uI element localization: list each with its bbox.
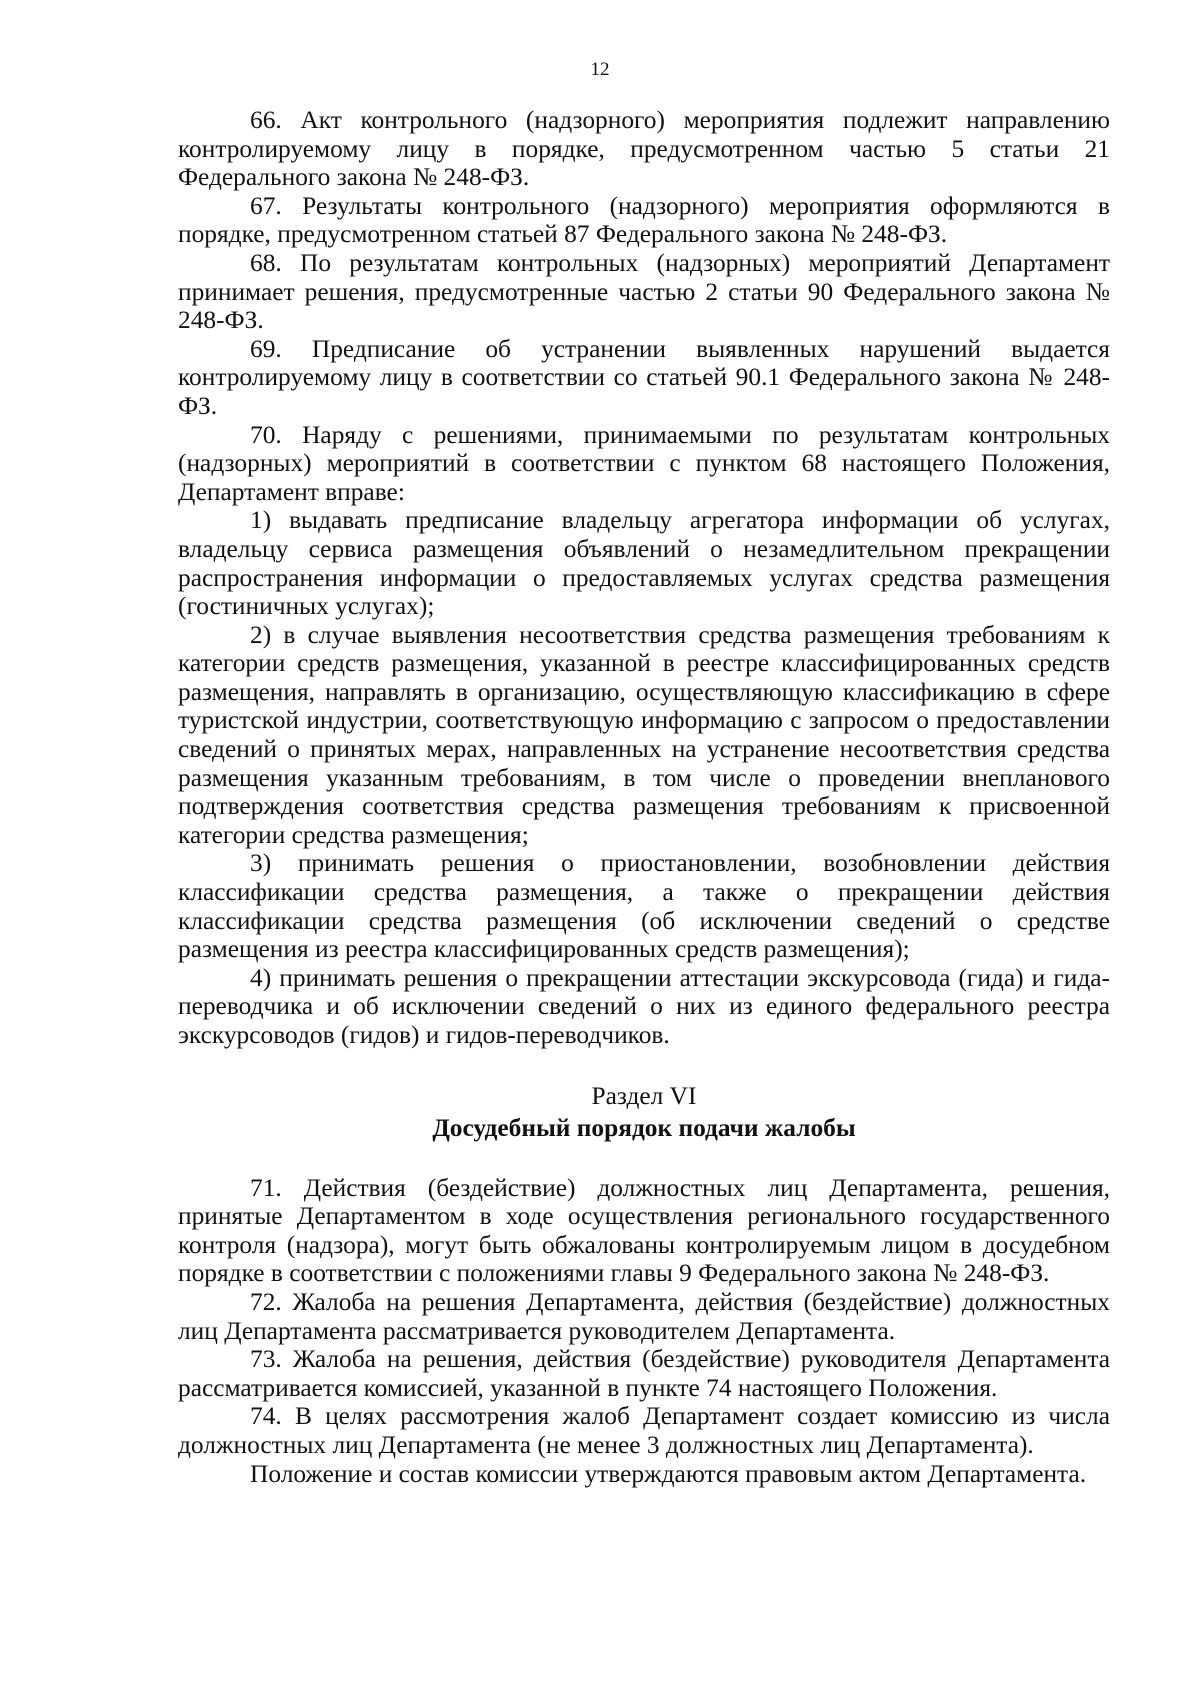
paragraph-72: 72. Жалоба на решения Департамента, действия (бездействие) должностных лиц Департамента рассматривается руководителем Департамента. (178, 1287, 1110, 1345)
list-item-2: 2) в случае выявления несоответствия средства размещения требованиям к категории средств размещения, указанной в реестре классифицированных средств размещения, направлять в организацию, осуществляющую классификацию в сфере туристской индустрии, соответствующую информацию с запросом о предоставлении сведений о принятых мерах, направленных на устранение несоответствия средства размещения указанным требованиям, в том числе о проведении внепланового подтверждения соответствия средства размещения требованиям к присвоенной категории средства размещения; (178, 620, 1110, 849)
document-body (178, 106, 1110, 1488)
paragraph-69: 69. Предписание об устранении выявленных нарушений выдается контролируемому лицу в соответствии со статьей 90.1 Федерального закона № 248-ФЗ. (178, 334, 1110, 420)
paragraph-74: 74. В целях рассмотрения жалоб Департамент создает комиссию из числа должностных лиц Департамента (не менее 3 должностных лиц Департамента). (178, 1402, 1110, 1459)
paragraph-71: 71. Действия (бездействие) должностных лиц Департамента, решения, принятые Департаментом в ходе осуществления регионального государственного контроля (надзора), могут быть обжалованы контролируемым лицом в досудебном порядке в соответствии с положениями главы 9 Федерального закона № 248-ФЗ. (178, 1173, 1110, 1288)
list-item-1: 1) выдавать предписание владельцу агрегатора информации об услугах, владельцу сервиса размещения объявлений о незамедлительном прекращении распространения информации о предоставляемых услугах средства размещения (гостиничных услугах); (178, 506, 1110, 621)
paragraph-66: 66. Акт контрольного (надзорного) мероприятия подлежит направлению контролируемому лицу в порядке, предусмотренном частью 5 статьи 21 Федерального закона № 248-ФЗ. (178, 106, 1110, 192)
list-item-3: 3) принимать решения о приостановлении, возобновлении действия классификации средства размещения, а также о прекращении действия классификации средства размещения (об исключении сведений о средстве размещения из реестра классифицированных средств размещения); (178, 849, 1110, 964)
section-heading (178, 1080, 1110, 1144)
paragraph-final: Положение и состав комиссии утверждаются правовым актом Департамента. (250, 1459, 1087, 1488)
section-label: Раздел VI (591, 1081, 697, 1110)
page-number: 12 (590, 59, 610, 80)
paragraph-67: 67. Результаты контрольного (надзорного) мероприятия оформляются в порядке, предусмотренном статьей 87 Федерального закона № 248-ФЗ. (178, 191, 1110, 249)
list-item-4: 4) принимать решения о прекращении аттестации экскурсовода (гида) и гида-переводчика и об исключении сведений о них из единого федерального реестра экскурсоводов (гидов) и гидов-переводчиков. (178, 963, 1110, 1049)
paragraph-73: 73. Жалоба на решения, действия (бездействие) руководителя Департамента рассматривается комиссией, указанной в пункте 74 настоящего Положения. (178, 1345, 1110, 1402)
paragraph-68: 68. По результатам контрольных (надзорных) мероприятий Департамент принимает решения, предусмотренные частью 2 статьи 90 Федерального закона № 248-ФЗ. (178, 248, 1110, 335)
paragraph-70: 70. Наряду с решениями, принимаемыми по результатам контрольных (надзорных) мероприятий в соответствии с пунктом 68 настоящего Положения, Департамент вправе: (178, 420, 1110, 506)
section-title: Досудебный порядок подачи жалобы (432, 1113, 856, 1142)
